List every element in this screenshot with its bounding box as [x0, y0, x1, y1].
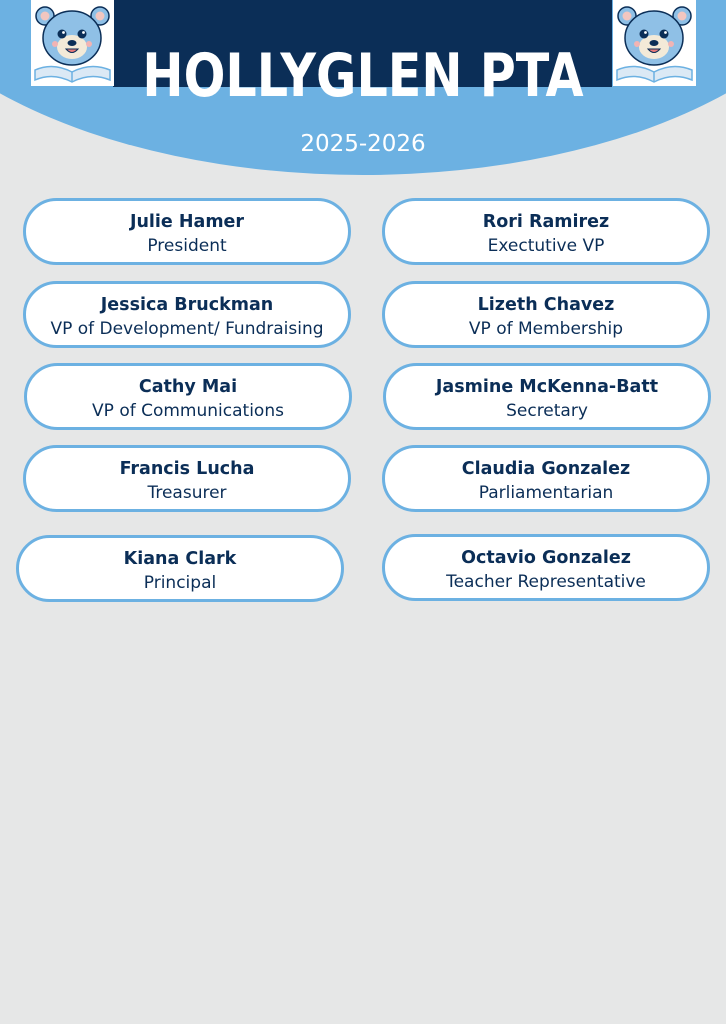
officer-role: Parliamentarian [478, 483, 614, 503]
officer-name: Claudia Gonzalez [461, 459, 631, 479]
officer-name: Octavio Gonzalez [461, 548, 631, 568]
officer-role: Teacher Representative [446, 572, 646, 592]
header-banner [0, 0, 726, 200]
officer-name: Cathy Mai [138, 377, 238, 397]
officer-name: Francis Lucha [119, 459, 255, 479]
officer-card-secretary [383, 363, 711, 430]
officer-name: Rori Ramirez [482, 212, 610, 232]
officer-role: VP of Development/ Fundraising [50, 319, 324, 339]
officer-name: Julie Hamer [129, 212, 245, 232]
officer-card-vp-membership [382, 281, 710, 348]
officer-name: Kiana Clark [123, 549, 237, 569]
officer-card-principal [16, 535, 344, 602]
officer-name: Jasmine McKenna-Batt [435, 377, 659, 397]
officer-card-president [23, 198, 351, 265]
officer-card-executive-vp [382, 198, 710, 265]
officer-role: Treasurer [147, 483, 227, 503]
officer-role: Principal [143, 573, 217, 593]
school-year: 2025-2026 [300, 131, 426, 157]
officer-card-vp-communications [24, 363, 352, 430]
officer-role: President [147, 236, 227, 256]
officer-name: Jessica Bruckman [100, 295, 274, 315]
bear-logo-right [613, 0, 696, 86]
bear-logo-left [31, 0, 114, 86]
officer-role: VP of Membership [468, 319, 624, 339]
officer-card-parliamentarian [382, 445, 710, 512]
officer-name: Lizeth Chavez [477, 295, 615, 315]
officer-role: Secretary [506, 401, 588, 421]
bear-mascot-icon [31, 0, 114, 86]
officer-role: Exectutive VP [487, 236, 605, 256]
officer-role: VP of Communications [92, 401, 284, 421]
officer-card-treasurer [23, 445, 351, 512]
bear-mascot-icon [613, 0, 696, 86]
officer-card-teacher-representative [382, 534, 710, 601]
page-title: HOLLYGLEN PTA [142, 41, 584, 111]
officer-card-vp-development [23, 281, 351, 348]
